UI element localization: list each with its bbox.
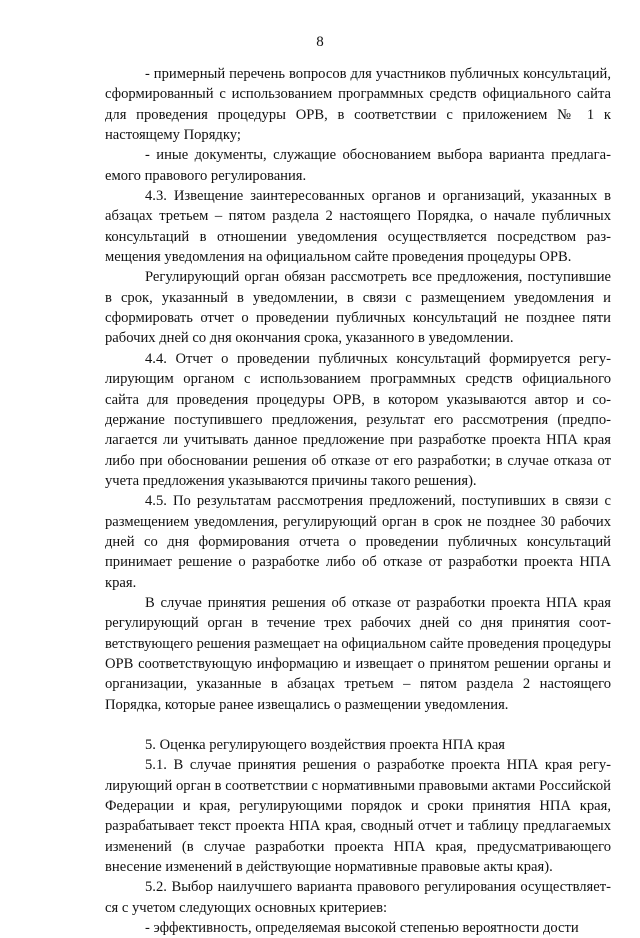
paragraph-5-2: 5.2. Выбор наилучшего варианта правового регулирования осуществляется с учетом следующих основных критериев: <box>105 879 611 916</box>
paragraph-efficiency: - эффективность, определяемая высокой степенью вероятности дости <box>145 920 579 937</box>
paragraph-question-list: - примерный перечень вопросов для участников публичных консультаций, сформированный с использованием программных средств официального сайта для проведения процедуры ОРВ, в соответствии с приложением № 1 к настоящему Порядку; <box>105 66 611 144</box>
paragraph-5-1: 5.1. В случае принятия решения о разработке проекта НПА края регулирующий орган в соответствии с нормативными правовыми актами Российской Федерации и края, регулирующими порядок и сроки принятия НПА края, разрабатывает текст проекта НПА края, сводный отчет и таблицу предлагаемых изменений (в случае разработки проекта НПА края, предусматривающего внесение изменений в действующие нормативные правовые акты края). <box>105 757 611 876</box>
section-heading: 5. Оценка регулирующего воздействия проекта НПА края <box>145 737 506 753</box>
document-body <box>105 64 611 938</box>
paragraph-refusal-case: В случае принятия решения об отказе от разработки проекта НПА края регулирующий орган в течение трех рабочих дней со дня принятия соответствующего решения размещает на официальном сайте проведения процедуры ОРВ соответствующую информацию и извещает о принятом решении органы и организации, указанные в абзацах третьем – пятом раздела 2 настоящего Порядка, которые ранее извещались о размещении уведомления. <box>105 594 611 713</box>
paragraph-regulator-obligation: Регулирующий орган обязан рассмотреть все предложения, поступившие в срок, указанный в уведомлении, в связи с размещением уведомления и сформировать отчет о проведении публичных консультаций не позднее пяти рабочих дней со дня окончания срока, указанного в уведомлении. <box>105 269 611 347</box>
page-number: 8 <box>316 34 324 50</box>
paragraph-other-documents: - иные документы, служащие обоснованием выбора варианта предлагаемого правового регулирования. <box>105 147 611 184</box>
paragraph-4-5: 4.5. По результатам рассмотрения предложений, поступивших в связи с размещением уведомления, регулирующий орган в срок не позднее 30 рабочих дней со дня формирования отчета о проведении публичных консультаций принимает решение о разработке либо об отказе от разработки проекта НПА края. <box>105 493 611 591</box>
paragraph-4-4: 4.4. Отчет о проведении публичных консультаций формируется регулирующим органом с использованием программных средств официального сайта для проведения процедуры ОРВ, в котором указываются автор и содержание поступившего предложения, результат его рассмотрения (предполагается ли учитывать данное предложение при разработке проекта НПА края либо при обосновании решения об отказе от его разработки; в случае отказа от учета предложения указываются причины такого решения). <box>105 350 611 489</box>
paragraph-4-3: 4.3. Извещение заинтересованных органов и организаций, указанных в абзацах третьем – пятом раздела 2 настоящего Порядка, о начале публичных консультаций в отношении уведомления осуществляется посредством размещения уведомления на официальном сайте проведения процедуры ОРВ. <box>105 188 611 266</box>
